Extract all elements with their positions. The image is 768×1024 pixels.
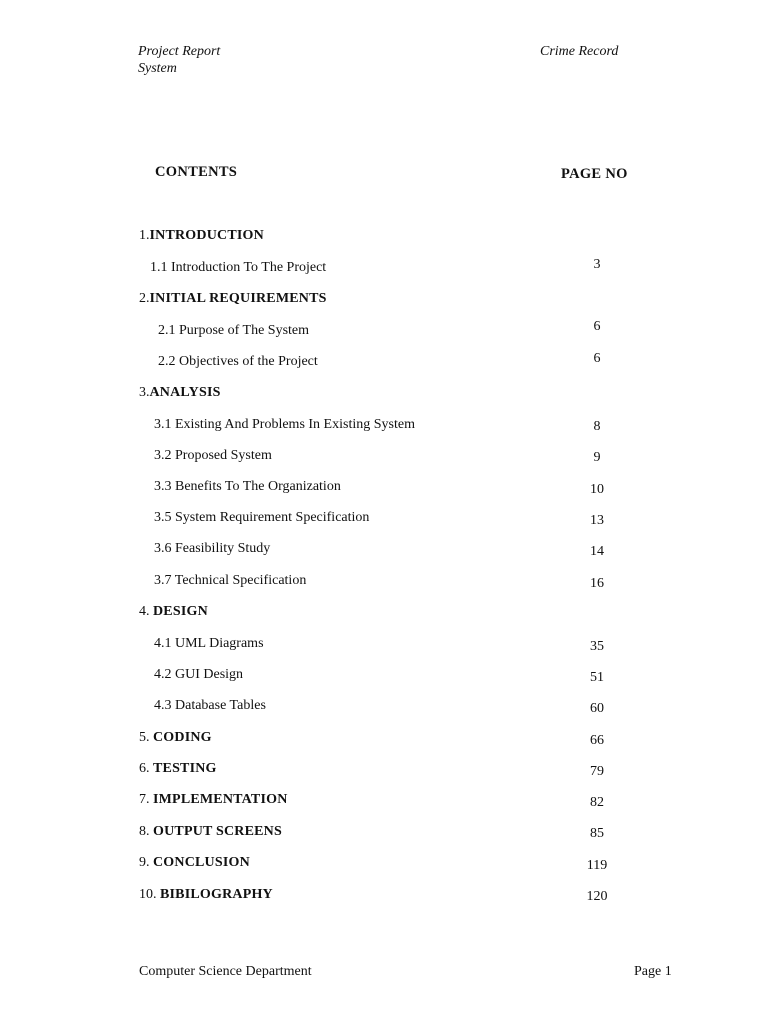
toc-page-number: 79 bbox=[590, 764, 604, 779]
toc-section-title bbox=[139, 603, 208, 620]
toc-subsection-title: 3.6 Feasibility Study bbox=[154, 541, 271, 556]
toc-subsection-title: 4.3 Database Tables bbox=[154, 698, 266, 713]
toc-subsection-title: 3.2 Proposed System bbox=[154, 448, 272, 463]
toc-section-number: 3. bbox=[139, 385, 150, 400]
toc-page-number: 13 bbox=[590, 513, 604, 528]
toc-section-label: IMPLEMENTATION bbox=[153, 792, 288, 807]
toc-subsection-title: 2.1 Purpose of The System bbox=[158, 323, 310, 338]
footer-department: Computer Science Department bbox=[139, 964, 312, 979]
toc-page-number: 82 bbox=[590, 795, 604, 810]
toc-section-title bbox=[139, 290, 327, 307]
toc-section-number: 6. bbox=[139, 761, 150, 776]
footer-page-number: Page 1 bbox=[634, 964, 672, 979]
toc-page-number: 6 bbox=[593, 319, 601, 334]
toc-page-number: 60 bbox=[590, 701, 604, 716]
toc-section-label: BIBILOGRAPHY bbox=[160, 887, 273, 902]
toc-page-number: 14 bbox=[590, 544, 604, 559]
toc-section-label: INITIAL REQUIREMENTS bbox=[149, 291, 327, 306]
toc-subsection-title: 3.1 Existing And Problems In Existing System bbox=[154, 417, 415, 432]
toc-section-label: OUTPUT SCREENS bbox=[153, 824, 282, 839]
page-no-heading: PAGE NO bbox=[561, 166, 628, 182]
toc-subsection-title: 3.5 System Requirement Specification bbox=[154, 510, 370, 525]
toc-section-title bbox=[139, 384, 221, 401]
toc-subsection-title: 3.7 Technical Specification bbox=[154, 573, 307, 588]
header-left-line1: Project Report bbox=[138, 44, 221, 59]
toc-section-number: 1. bbox=[139, 228, 150, 243]
toc-section-title bbox=[139, 886, 273, 903]
toc-section-number: 2. bbox=[139, 291, 150, 306]
toc-page-number: 6 bbox=[593, 351, 601, 366]
toc-section-label: CONCLUSION bbox=[153, 855, 250, 870]
toc-section-title bbox=[139, 823, 282, 840]
toc-subsection-title: 1.1 Introduction To The Project bbox=[150, 260, 327, 275]
toc-page-number: 9 bbox=[593, 450, 601, 465]
toc-section-label: ANALYSIS bbox=[149, 385, 221, 400]
toc-subsection-title: 3.3 Benefits To The Organization bbox=[154, 479, 341, 494]
toc-section-title bbox=[139, 760, 217, 777]
toc-subsection-title: 4.1 UML Diagrams bbox=[154, 636, 264, 651]
toc-page-number: 85 bbox=[590, 826, 604, 841]
toc-page-number: 35 bbox=[590, 639, 604, 654]
toc-section-label: INTRODUCTION bbox=[149, 228, 264, 243]
toc-page-number: 3 bbox=[593, 257, 601, 272]
toc-subsection-title: 4.2 GUI Design bbox=[154, 667, 244, 682]
toc-page-number: 119 bbox=[586, 858, 608, 873]
header-left-line2: System bbox=[138, 61, 177, 76]
toc-subsection-title: 2.2 Objectives of the Project bbox=[158, 354, 318, 369]
toc-page-number: 8 bbox=[593, 419, 601, 434]
header-project-report bbox=[138, 43, 220, 77]
toc-section-title bbox=[139, 854, 250, 871]
toc-section-label: CODING bbox=[153, 730, 212, 745]
header-crime-record: Crime Record bbox=[540, 44, 619, 59]
toc-section-number: 8. bbox=[139, 824, 150, 839]
toc-page-number: 66 bbox=[590, 733, 604, 748]
toc-section-title bbox=[139, 729, 212, 746]
toc-section-number: 10. bbox=[139, 887, 157, 902]
toc-section-title bbox=[139, 227, 264, 244]
toc-page-number: 120 bbox=[586, 889, 608, 904]
toc-section-number: 4. bbox=[139, 604, 150, 619]
toc-page-number: 16 bbox=[590, 576, 604, 591]
toc-page-number: 10 bbox=[590, 482, 604, 497]
toc-section-label: DESIGN bbox=[153, 604, 208, 619]
toc-page-number: 51 bbox=[590, 670, 604, 685]
toc-section-number: 9. bbox=[139, 855, 150, 870]
toc-section-number: 5. bbox=[139, 730, 150, 745]
toc-section-number: 7. bbox=[139, 792, 150, 807]
toc-section-label: TESTING bbox=[153, 761, 217, 776]
contents-heading: CONTENTS bbox=[155, 164, 238, 180]
toc-section-title bbox=[139, 791, 288, 808]
